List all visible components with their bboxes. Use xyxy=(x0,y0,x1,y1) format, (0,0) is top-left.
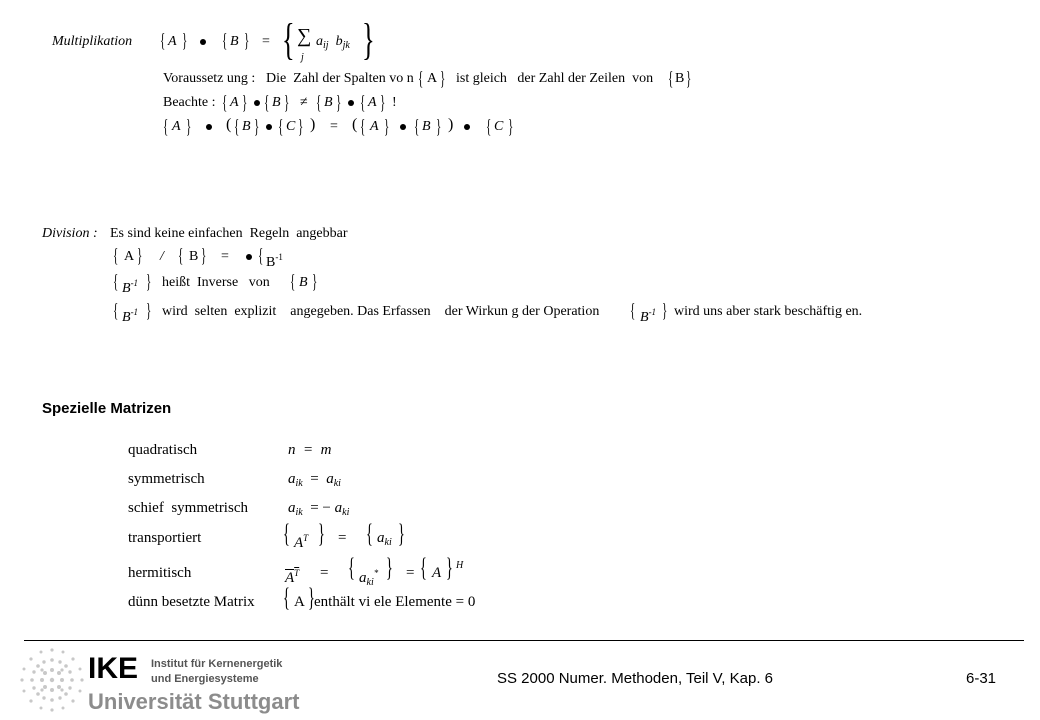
not-equal-sign: ≠ xyxy=(300,95,308,110)
matrix-a: A xyxy=(172,119,181,134)
division-inverse-b xyxy=(266,249,283,271)
matrix-b: B xyxy=(230,34,239,49)
matrix-c: C xyxy=(494,119,504,134)
brace-close: } xyxy=(201,245,207,267)
matrix-type-formula xyxy=(288,471,341,492)
matrix-type-label: symmetrisch xyxy=(128,471,205,487)
matrix-type-formula: n = m xyxy=(288,442,332,458)
matrix-type-formula xyxy=(288,500,349,521)
requirement-matrix-b: B xyxy=(675,71,685,86)
brace-open: { xyxy=(222,30,228,52)
brace-close: } xyxy=(137,245,143,267)
multiplication-dot xyxy=(464,124,470,130)
brace-open: { xyxy=(316,92,322,114)
brace-open: { xyxy=(420,553,427,582)
term-a-index: ij xyxy=(323,40,329,51)
conjugate-star: * xyxy=(373,568,379,578)
brace-close: } xyxy=(398,519,405,548)
element-a: a xyxy=(334,500,343,516)
matrix-a: A xyxy=(370,119,379,134)
section-heading: Spezielle Matrizen xyxy=(42,400,172,417)
hermitian-sup: H xyxy=(456,560,464,571)
big-brace-close: } xyxy=(362,15,375,64)
university-logo-icon xyxy=(14,642,90,718)
brace-close: } xyxy=(312,271,318,293)
matrix-b: B xyxy=(299,275,308,290)
equals-sign: = xyxy=(330,119,338,134)
inverse-remark-text-2: wird uns aber stark beschäftig en. xyxy=(674,304,863,319)
inverse-remark-text-1: wird selten explizit angegeben. Das Erfassen der Wirkun g der Operation xyxy=(162,304,600,319)
element-aki xyxy=(377,530,392,551)
requirement-text-1: Die Zahl der Spalten vo n xyxy=(266,71,414,86)
requirement-text-2: ist gleich der Zahl der Zeilen von xyxy=(456,71,654,86)
brace-open: { xyxy=(414,116,420,138)
brace-close: } xyxy=(308,583,315,612)
brace-open: { xyxy=(366,519,373,548)
brace-close: } xyxy=(440,68,446,90)
university-name: Universität Stuttgart xyxy=(88,689,300,714)
requirement-matrix-a: A xyxy=(427,71,438,86)
brace-close: } xyxy=(336,92,342,114)
brace-open: { xyxy=(234,116,240,138)
brace-open: { xyxy=(113,271,119,293)
inverse-b xyxy=(122,304,138,326)
brace-close: } xyxy=(380,92,386,114)
index-ki: ki xyxy=(384,537,392,548)
requirement-label: Voraussetz ung : xyxy=(163,71,256,86)
brace-close: } xyxy=(318,519,325,548)
inverse-base: B xyxy=(266,255,276,270)
equals-sign: = xyxy=(320,565,329,581)
division-matrix-b: B xyxy=(189,249,199,264)
inverse-definition-text: heißt Inverse von xyxy=(162,275,270,290)
term-b-index: jk xyxy=(342,40,350,51)
inverse-b xyxy=(640,304,656,326)
matrix-c: C xyxy=(286,119,296,134)
element-a: a xyxy=(288,500,296,516)
element-a: a xyxy=(377,530,385,546)
big-brace-open: { xyxy=(282,15,295,64)
matrix-type-label: hermitisch xyxy=(128,565,192,581)
multiplication-label: Multiplikation xyxy=(52,34,133,49)
inverse-base: B xyxy=(122,281,131,296)
brace-open: { xyxy=(283,583,290,612)
brace-close: } xyxy=(662,300,668,322)
paren-close: ) xyxy=(310,116,316,133)
sparse-text-2: enthält vi ele Elemente = 0 xyxy=(314,594,476,610)
matrix-b: B xyxy=(242,119,251,134)
institute-name-line-1: Institut für Kernenergetik xyxy=(151,658,283,670)
brace-open: { xyxy=(486,116,492,138)
brace-open: { xyxy=(418,68,424,90)
brace-open: { xyxy=(348,553,355,582)
matrix-a: A xyxy=(285,570,295,586)
brace-open: { xyxy=(163,116,169,138)
sum-sign: ∑ xyxy=(297,25,312,47)
brace-close: } xyxy=(686,68,692,90)
brace-open: { xyxy=(178,245,184,267)
brace-close: } xyxy=(146,300,152,322)
equals-sign: = xyxy=(406,565,415,581)
term-a: a xyxy=(316,34,323,49)
division-label: Division : xyxy=(42,226,98,241)
matrix-b: B xyxy=(422,119,431,134)
institute-name-line-2: und Energiesysteme xyxy=(151,673,259,685)
division-text: Es sind keine einfachen Regeln angebbar xyxy=(110,226,348,241)
brace-open: { xyxy=(258,245,264,267)
brace-open: { xyxy=(283,519,290,548)
multiplication-dot xyxy=(206,124,212,130)
note-label: Beachte : xyxy=(163,95,216,110)
brace-open: { xyxy=(160,30,166,52)
brace-open: { xyxy=(113,300,119,322)
exclamation: ! xyxy=(392,95,397,110)
course-title: SS 2000 Numer. Methoden, Teil V, Kap. 6 xyxy=(497,670,774,687)
inverse-b xyxy=(122,275,138,297)
matrix-type-label: quadratisch xyxy=(128,442,198,458)
brace-open: { xyxy=(113,245,119,267)
brace-close: } xyxy=(384,116,390,138)
element-a: a xyxy=(326,471,334,487)
matrix-a: A xyxy=(432,565,442,581)
brace-close: } xyxy=(508,116,514,138)
division-slash: / xyxy=(160,249,164,264)
index-ki: ki xyxy=(333,478,341,489)
inverse-exponent: -1 xyxy=(275,252,283,262)
inverse-exponent: -1 xyxy=(648,307,657,317)
matrix-type-label: transportiert xyxy=(128,530,202,546)
brace-open: { xyxy=(360,116,366,138)
matrix-a: A xyxy=(230,95,239,110)
brace-close: } xyxy=(446,553,453,582)
brace-open: { xyxy=(264,92,270,114)
inverse-base: B xyxy=(640,310,649,325)
element-a: a xyxy=(288,471,296,487)
brace-open: { xyxy=(360,92,366,114)
brace-close: } xyxy=(244,30,250,52)
brace-open: { xyxy=(668,68,674,90)
element-a: a xyxy=(359,570,367,586)
inverse-exponent: -1 xyxy=(130,307,139,317)
paren-open: ( xyxy=(226,116,232,133)
brace-open: { xyxy=(630,300,636,322)
index-ki: ki xyxy=(366,577,374,588)
brace-open: { xyxy=(290,271,296,293)
sparse-matrix-a: A xyxy=(294,594,305,610)
transpose-sup: T xyxy=(294,568,300,578)
brace-close: } xyxy=(298,116,304,138)
matrix-b: B xyxy=(324,95,333,110)
inverse-exponent: -1 xyxy=(130,278,139,288)
equals-sign: = xyxy=(338,530,347,546)
brace-close: } xyxy=(182,30,188,52)
page-number: 6-31 xyxy=(966,670,997,687)
index-ki: ki xyxy=(342,507,350,518)
institute-logo-text: IKE xyxy=(88,652,139,685)
brace-open: { xyxy=(278,116,284,138)
sum-term xyxy=(316,34,350,54)
matrix-a: A xyxy=(294,535,304,551)
multiplication-dot xyxy=(246,254,252,260)
index-ik: ik xyxy=(295,507,303,518)
matrix-b: B xyxy=(272,95,281,110)
sparse-text-1: dünn besetzte Matrix xyxy=(128,594,255,610)
brace-open: { xyxy=(222,92,228,114)
equals-sign: = xyxy=(221,249,229,264)
multiplication-dot xyxy=(200,39,206,45)
index-ik: ik xyxy=(295,478,303,489)
paren-open: ( xyxy=(352,116,358,133)
brace-close: } xyxy=(386,553,393,582)
sum-index: j xyxy=(301,52,304,63)
matrix-a: A xyxy=(168,34,177,49)
multiplication-dot xyxy=(348,100,354,106)
transpose-a xyxy=(294,530,308,551)
matrix-type-label: schief symmetrisch xyxy=(128,500,248,516)
brace-close: } xyxy=(146,271,152,293)
equals-sign: = xyxy=(262,34,270,49)
paren-close: ) xyxy=(448,116,454,133)
brace-close: } xyxy=(284,92,290,114)
footer-divider xyxy=(24,640,1024,641)
matrix-a: A xyxy=(368,95,377,110)
conjugate-element xyxy=(359,565,378,591)
inverse-base: B xyxy=(122,310,131,325)
brace-close: } xyxy=(242,92,248,114)
equals-sign: = xyxy=(310,471,319,487)
term-b: b xyxy=(335,34,343,49)
division-matrix-a: A xyxy=(124,249,135,264)
transpose-sup: T xyxy=(303,533,309,543)
brace-close: } xyxy=(254,116,260,138)
brace-close: } xyxy=(436,116,442,138)
brace-close: } xyxy=(186,116,192,138)
equals-minus: = − xyxy=(310,500,331,516)
multiplication-dot xyxy=(254,100,260,106)
multiplication-dot xyxy=(266,124,272,130)
multiplication-dot xyxy=(400,124,406,130)
